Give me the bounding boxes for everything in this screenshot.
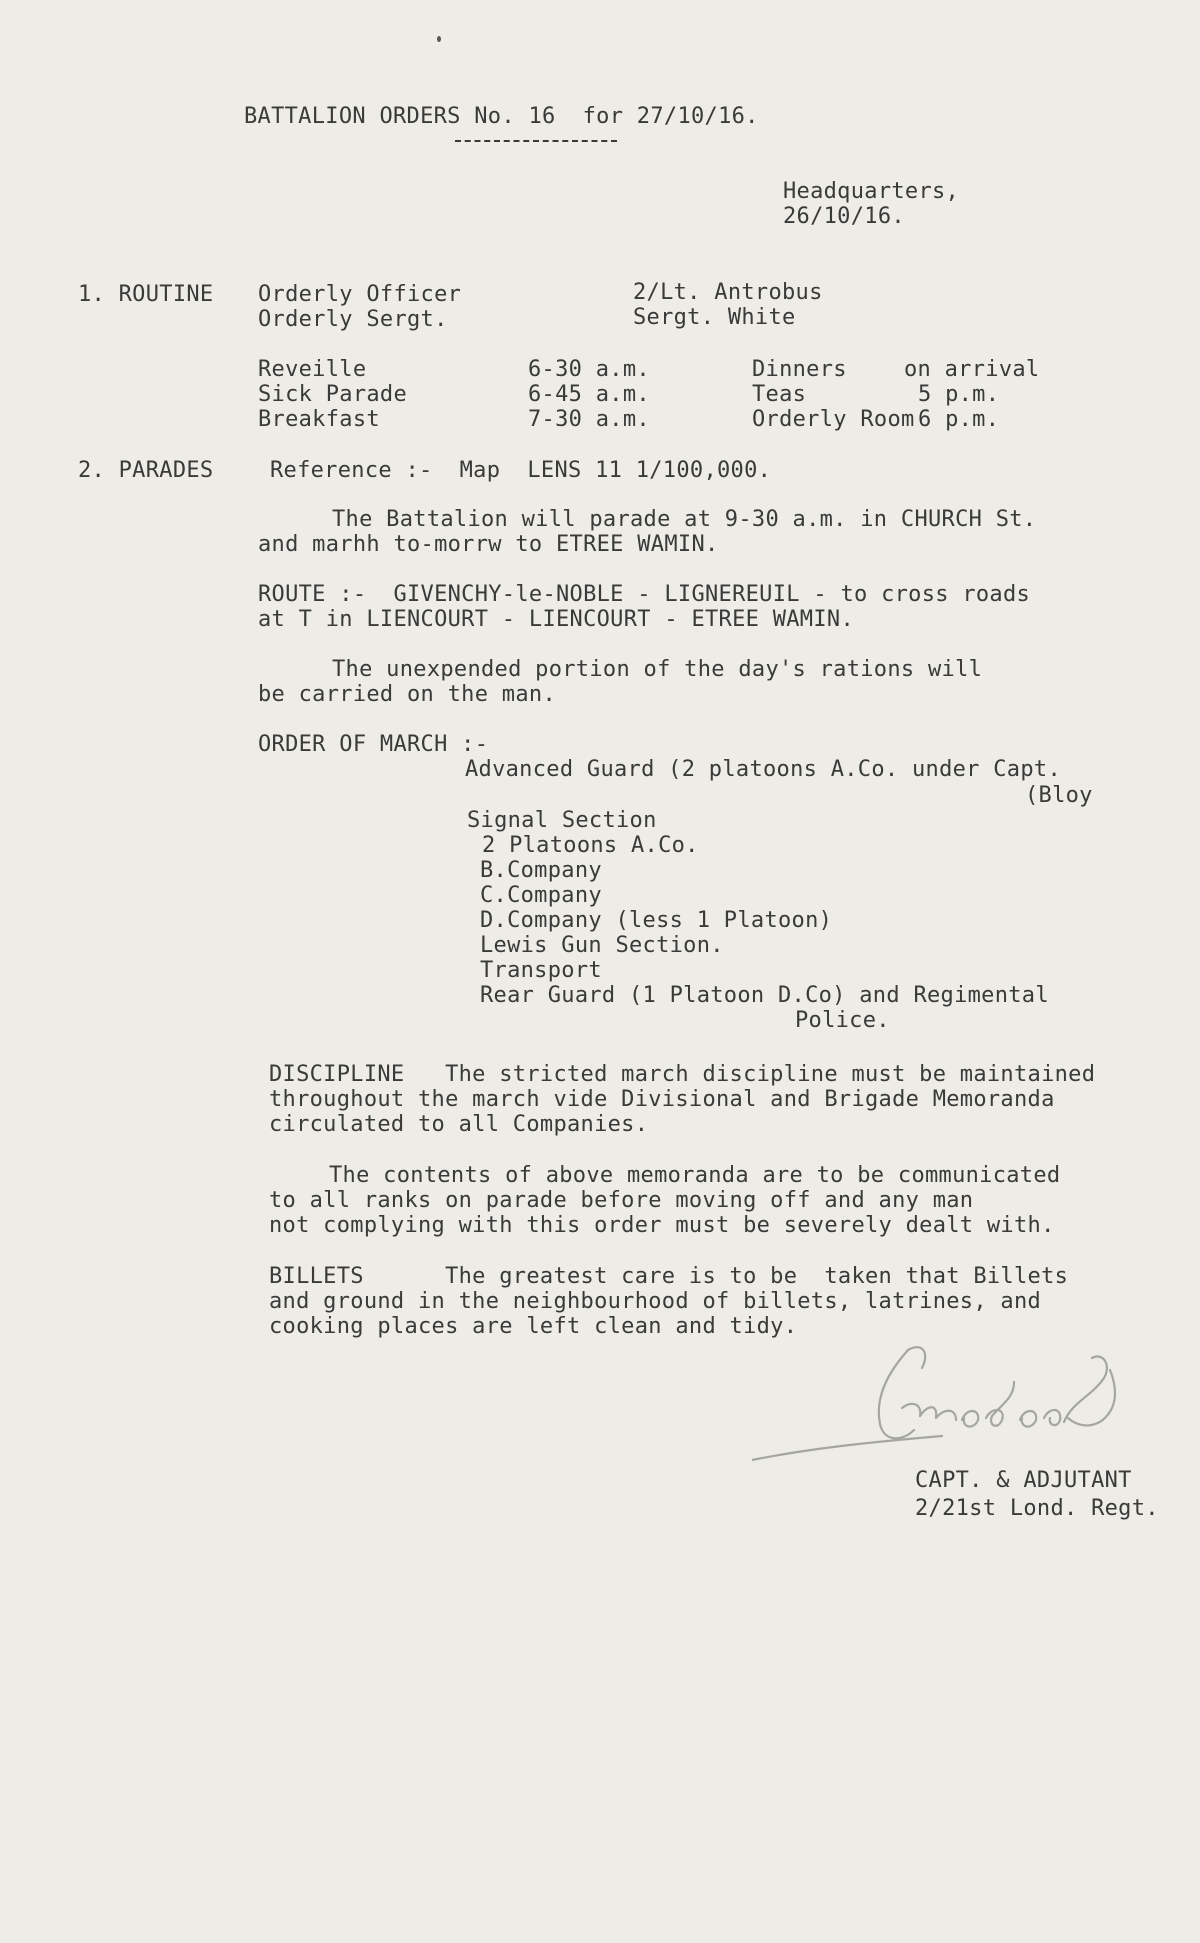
march-item: Signal Section	[467, 808, 657, 833]
memoranda-line: to all ranks on parade before moving off and any man	[269, 1188, 974, 1213]
march-item: 2 Platoons A.Co.	[482, 833, 699, 858]
signatory-title: CAPT. & ADJUTANT	[915, 1468, 1132, 1493]
rations-line: The unexpended portion of the day's rations will	[332, 657, 983, 682]
rations-line: be carried on the man.	[258, 682, 556, 707]
headquarters-date: 26/10/16.	[783, 204, 905, 229]
route-line: ROUTE :- GIVENCHY-le-NOBLE - LIGNEREUIL - to cross roads	[258, 582, 1031, 607]
time-event: Breakfast	[258, 407, 380, 432]
route-line: at T in LIENCOURT - LIENCOURT - ETREE WAMIN.	[258, 607, 854, 632]
signatory-unit: 2/21st Lond. Regt.	[915, 1496, 1159, 1521]
time-value: 5 p.m.	[918, 382, 1000, 407]
memoranda-line: The contents of above memoranda are to be communicated	[329, 1163, 1061, 1188]
time-value: on arrival	[904, 357, 1040, 382]
order-of-march-label: ORDER OF MARCH :-	[258, 732, 489, 757]
section-routine-label: 1. ROUTINE	[78, 282, 214, 307]
parade-paragraph-line: and marhh to-morrw to ETREE WAMIN.	[258, 532, 719, 557]
march-item: Lewis Gun Section.	[480, 933, 724, 958]
billets-line: and ground in the neighbourhood of billets, latrines, and	[269, 1289, 1042, 1314]
handwritten-signature	[752, 1338, 1122, 1473]
march-item: C.Company	[480, 883, 602, 908]
orderly-sergt-name: Sergt. White	[633, 305, 796, 330]
discipline-line: throughout the march vide Divisional and Brigade Memoranda	[269, 1087, 1055, 1112]
memoranda-line: not complying with this order must be severely dealt with.	[269, 1213, 1055, 1238]
parade-paragraph-line: The Battalion will parade at 9-30 a.m. in CHURCH St.	[332, 507, 1037, 532]
time-value: 6-45 a.m.	[528, 382, 650, 407]
orderly-officer-name: 2/Lt. Antrobus	[633, 280, 823, 305]
orderly-sergt-role: Orderly Sergt.	[258, 307, 448, 332]
title-underline	[455, 140, 617, 142]
section-parades-label: 2. PARADES	[78, 458, 214, 483]
march-item: D.Company (less 1 Platoon)	[480, 908, 833, 933]
march-item: B.Company	[480, 858, 602, 883]
time-event: Orderly Room	[752, 407, 915, 432]
time-value: 6-30 a.m.	[528, 357, 650, 382]
ink-speck	[437, 36, 441, 42]
time-event: Teas	[752, 382, 807, 407]
march-item: Rear Guard (1 Platoon D.Co) and Regimental	[480, 983, 1049, 1008]
billets-line: BILLETS The greatest care is to be taken that Billets	[269, 1264, 1069, 1289]
time-event: Sick Parade	[258, 382, 407, 407]
order-title: BATTALION ORDERS No. 16 for 27/10/16.	[244, 104, 759, 129]
march-item: (Bloy	[1025, 783, 1093, 808]
headquarters-label: Headquarters,	[783, 179, 960, 204]
time-event: Reveille	[258, 357, 367, 382]
discipline-line: circulated to all Companies.	[269, 1112, 649, 1137]
march-item: Advanced Guard (2 platoons A.Co. under Capt.	[465, 757, 1061, 782]
map-reference: Reference :- Map LENS 11 1/100,000.	[270, 458, 772, 483]
march-item: Police.	[795, 1008, 890, 1033]
discipline-line: DISCIPLINE The stricted march discipline must be maintained	[269, 1062, 1096, 1087]
time-value: 6 p.m.	[918, 407, 1000, 432]
time-value: 7-30 a.m.	[528, 407, 650, 432]
time-event: Dinners	[752, 357, 847, 382]
orderly-officer-role: Orderly Officer	[258, 282, 462, 307]
march-item: Transport	[480, 958, 602, 983]
billets-line: cooking places are left clean and tidy.	[269, 1314, 798, 1339]
